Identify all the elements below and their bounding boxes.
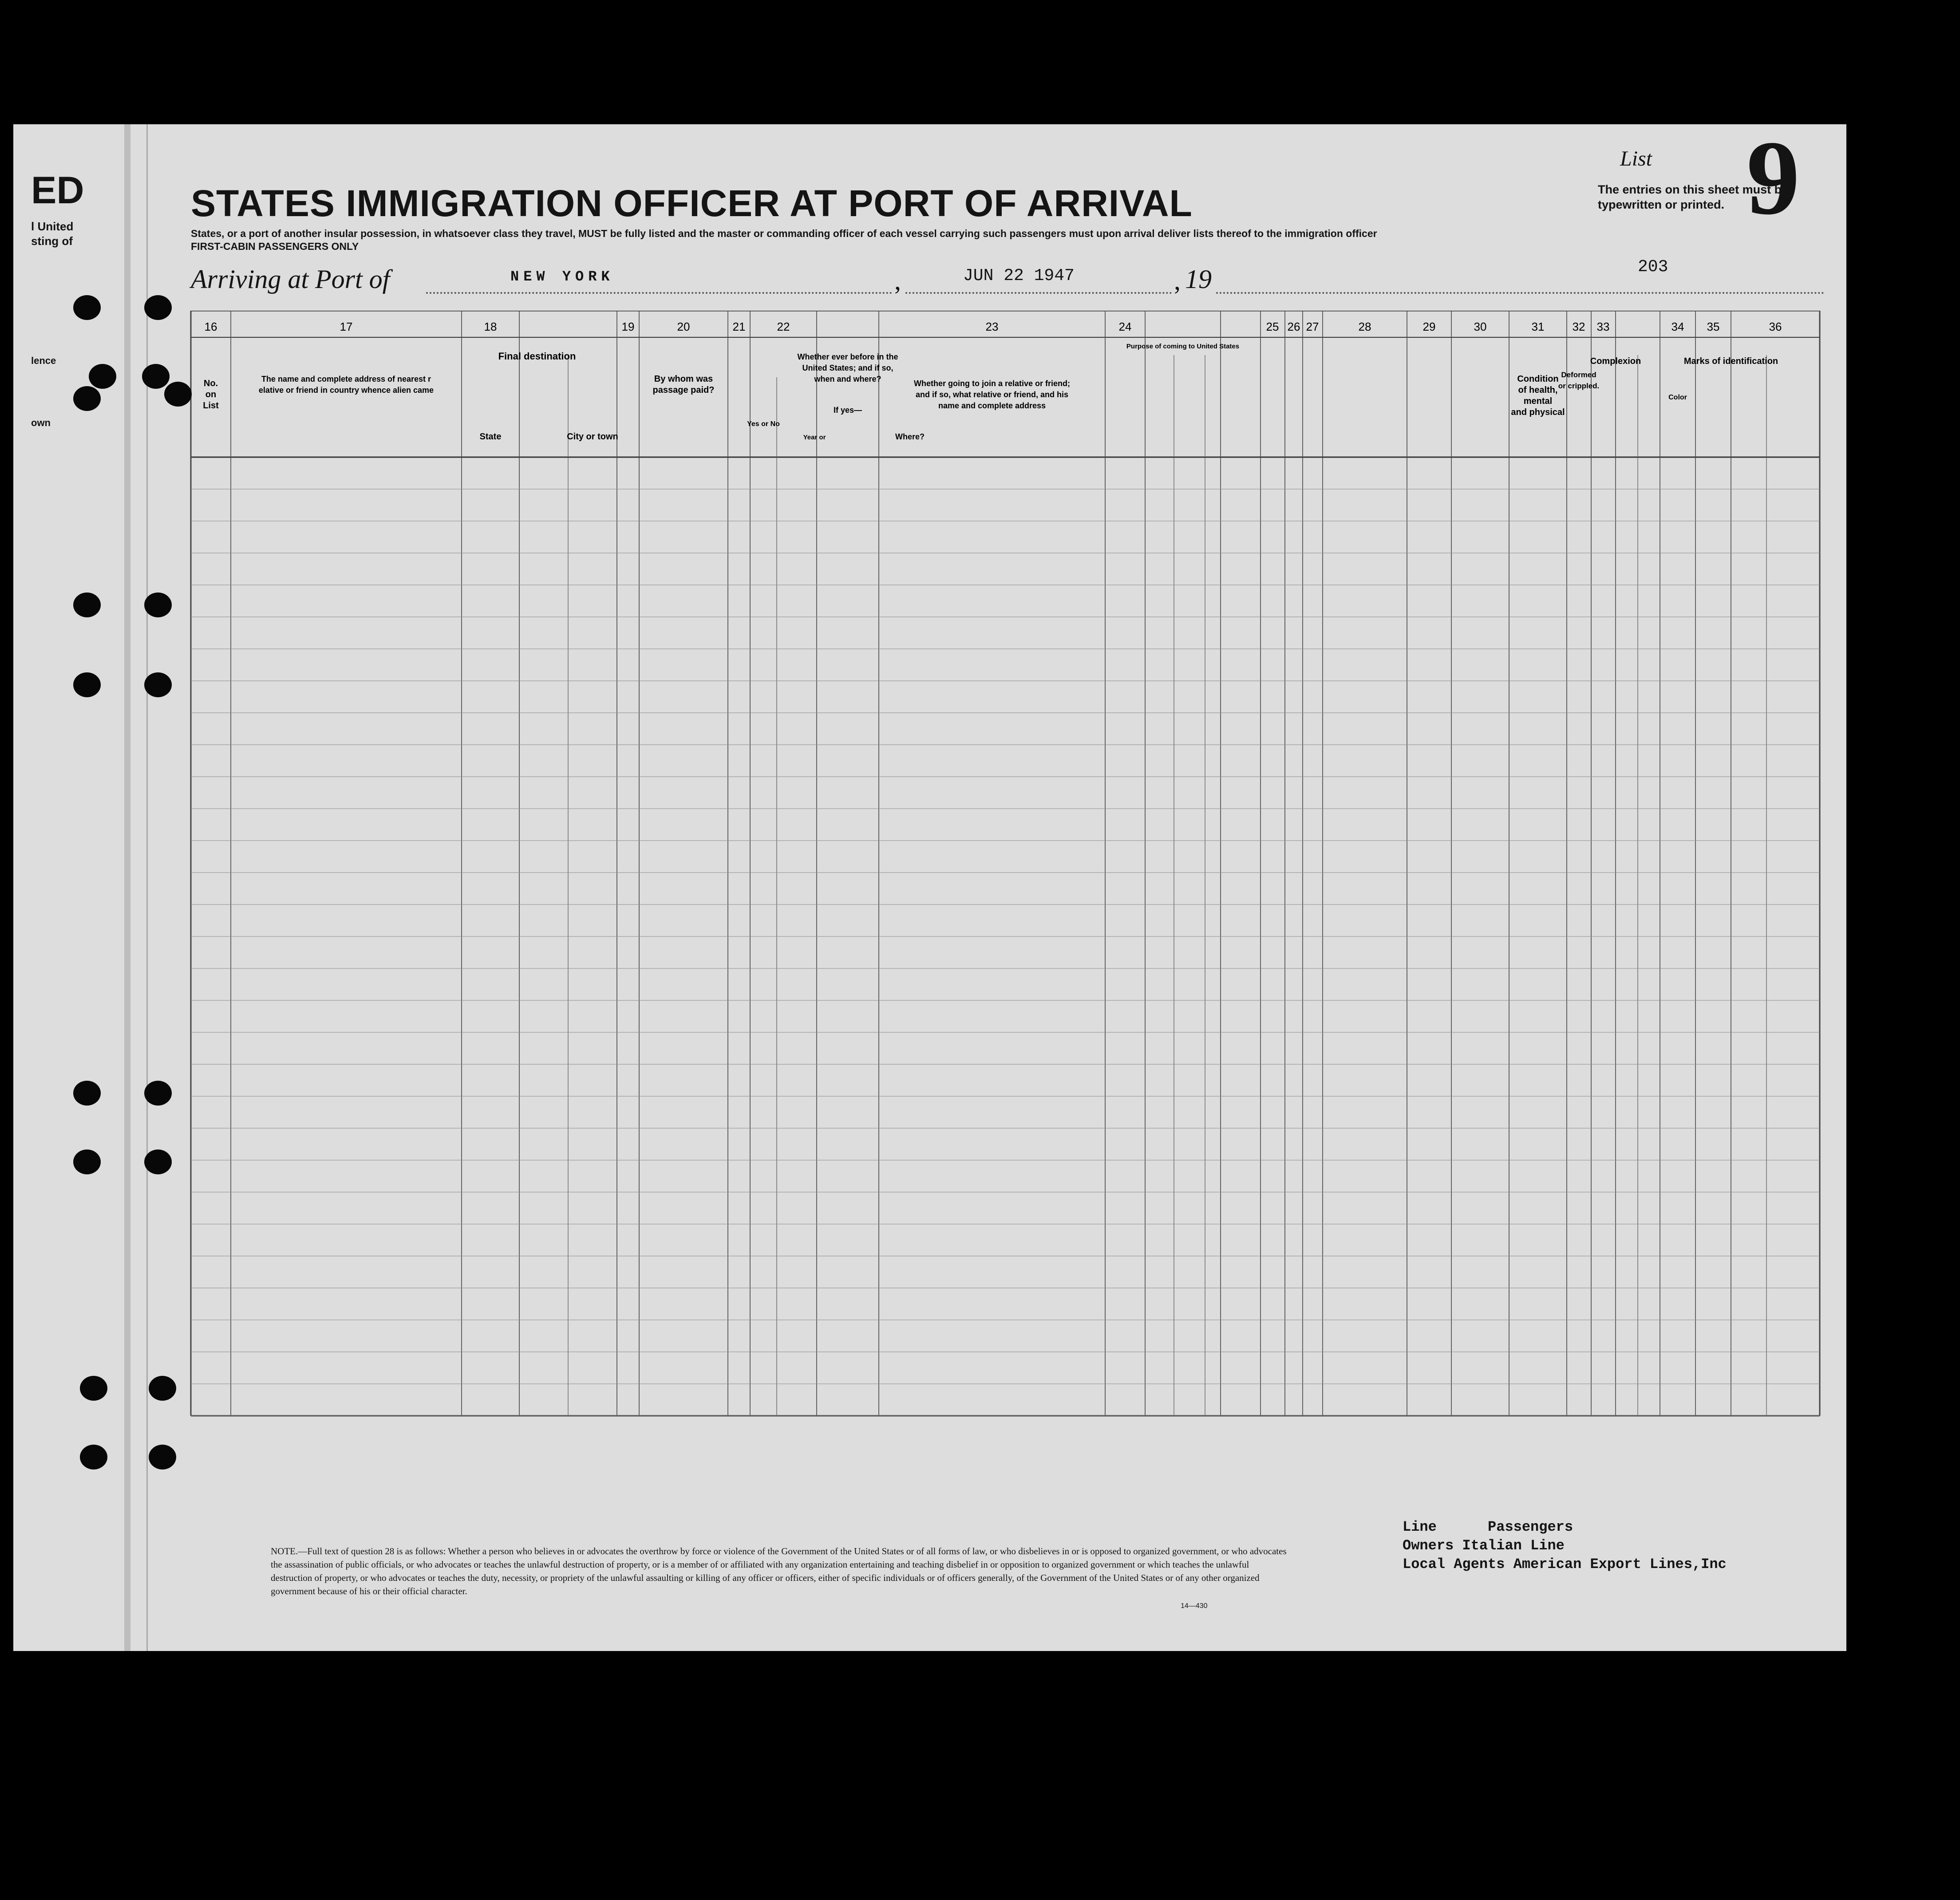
line-info-line: Line Passengers xyxy=(1403,1519,1573,1535)
binder-hole xyxy=(164,382,192,407)
port-dotted-line xyxy=(426,292,892,294)
column-number-21: 21 xyxy=(732,320,746,333)
column-number-24: 24 xyxy=(1118,320,1132,333)
arrival-date: JUN 22 1947 xyxy=(963,266,1075,285)
header-joining-label: Whether going to join a relative or friend; xyxy=(913,379,1071,388)
header-no-label: List xyxy=(203,401,219,411)
binder-hole xyxy=(149,1376,176,1401)
column-number-29: 29 xyxy=(1423,320,1436,333)
header-no-label: on xyxy=(205,390,217,399)
column-number-33: 33 xyxy=(1596,320,1610,333)
column-number-32: 32 xyxy=(1572,320,1585,333)
header-health-label: and physical xyxy=(1511,407,1565,417)
header-state-label: State xyxy=(479,432,502,442)
list-number: 9 xyxy=(1747,124,1800,237)
binder-hole xyxy=(144,1081,172,1106)
header-purpose-label: Purpose of coming to United States xyxy=(1126,343,1240,350)
header-if-yes-label: If yes— xyxy=(833,406,862,415)
binder-hole xyxy=(142,364,170,389)
left-margin-label-1: lence xyxy=(31,355,56,366)
header-city-label: City or town xyxy=(567,432,618,442)
subtitle-class: FIRST-CABIN PASSENGERS ONLY xyxy=(191,241,359,252)
column-number-28: 28 xyxy=(1358,320,1371,333)
binder-hole xyxy=(73,386,101,411)
footnote: NOTE.—Full text of question 28 is as follows: Whether a person who believes in or advocates the overthrow by force or violence of the Government of the United States or of all forms of law, or who disbelieves in or is opposed to organized government, or who advocates the assassination of public officials, or who advocates or teaches the unlawful destruction of property, or is a member of or affiliated with any organization entertaining and teaching disbelief in or opposition to organized government or which teaches the unlawful destruction of property, or who advocates or teaches the duty, necessity, or propriety of the unlawful assaulting or killing of any officer or officers, either of specific individuals or of officers generally, of the Government of the United States or of any other organized government because of his or their official character. xyxy=(271,1546,1287,1596)
header-health-label: mental xyxy=(1523,396,1553,406)
column-number-19: 19 xyxy=(621,320,635,333)
comma-1: , xyxy=(894,266,901,295)
comma-2: , xyxy=(1174,266,1181,295)
header-destination-label: Final destination xyxy=(498,351,576,362)
header-paid-label: By whom was xyxy=(654,374,713,384)
binder-hole xyxy=(144,295,172,320)
page-title: STATES IMMIGRATION OFFICER AT PORT OF ARRIVAL xyxy=(191,182,1193,224)
column-number-27: 27 xyxy=(1306,320,1319,333)
column-number-36: 36 xyxy=(1769,320,1782,333)
header-before-label: United States; and if so, xyxy=(802,363,893,372)
header-complexion-label: Color xyxy=(1668,394,1687,401)
header-before-label: Whether ever before in the xyxy=(797,352,898,361)
column-number-26: 26 xyxy=(1287,320,1300,333)
binder-hole xyxy=(144,593,172,617)
list-label: List xyxy=(1620,147,1652,170)
binder-hole xyxy=(73,295,101,320)
column-number-23: 23 xyxy=(985,320,999,333)
header-health-label: Condition xyxy=(1517,374,1559,384)
binder-hole xyxy=(80,1445,107,1469)
form-number: 14—430 xyxy=(1181,1602,1208,1610)
manifest-grid xyxy=(13,311,1846,1500)
column-number-16: 16 xyxy=(204,320,217,333)
header-yes-no-label: Yes or No xyxy=(747,420,780,428)
year-dotted-line xyxy=(1216,292,1824,294)
port-name: NEW YORK xyxy=(510,269,614,285)
header-year-label: Year or xyxy=(803,434,826,441)
binder-hole xyxy=(73,593,101,617)
binder-hole xyxy=(149,1445,176,1469)
left-page-line-1: l United xyxy=(31,220,74,233)
line-info-owners: Owners Italian Line xyxy=(1403,1537,1565,1554)
header-deformed-label: Deformed xyxy=(1561,371,1596,379)
header-joining-label: name and complete address xyxy=(938,401,1046,410)
binder-hole xyxy=(73,672,101,697)
binder-hole xyxy=(73,1149,101,1174)
header-paid-label: passage paid? xyxy=(652,385,715,395)
header-where-label: Where? xyxy=(895,432,925,441)
binder-hole xyxy=(144,672,172,697)
header-deformed-label: or crippled. xyxy=(1558,382,1600,390)
column-number-34: 34 xyxy=(1671,320,1684,333)
header-relative-label: The name and complete address of nearest r xyxy=(261,375,431,383)
column-number-25: 25 xyxy=(1266,320,1279,333)
header-health-label: of health, xyxy=(1518,385,1558,395)
binder-hole xyxy=(73,1081,101,1106)
binder-hole xyxy=(80,1376,107,1401)
column-number-30: 30 xyxy=(1474,320,1487,333)
column-number-18: 18 xyxy=(484,320,497,333)
line-info-agents: Local Agents American Export Lines,Inc xyxy=(1403,1556,1727,1572)
header-before-label: when and where? xyxy=(814,375,881,383)
arriving-label: Arriving at Port of xyxy=(191,265,390,294)
left-page-line-2: sting of xyxy=(31,234,73,248)
line-info xyxy=(1403,1518,1727,1574)
header-no-label: No. xyxy=(203,379,218,388)
entries-note: The entries on this sheet must be typewritten or printed. xyxy=(1598,183,1789,211)
header-relative-label: elative or friend in country whence alien came xyxy=(258,386,434,395)
header-color-label: Marks of identification xyxy=(1683,356,1778,366)
header-height-label: Complexion xyxy=(1590,356,1641,366)
date-dotted-line xyxy=(905,292,1172,294)
left-margin-label-2: own xyxy=(31,417,51,428)
subtitle-instructions: States, or a port of another insular possession, in whatsoever class they travel, MUST be fully listed and the master or commanding officer of each vessel carrying such passengers must upon arrival deliver lists thereof to the immigration officer xyxy=(191,228,1377,239)
column-number-17: 17 xyxy=(340,320,353,333)
column-number-22: 22 xyxy=(777,320,790,333)
left-page-fragment: ED xyxy=(31,169,84,212)
binder-hole xyxy=(89,364,116,389)
year-prefix: 19 xyxy=(1185,265,1212,294)
column-number-20: 20 xyxy=(677,320,690,333)
stamp-number: 203 xyxy=(1638,257,1668,277)
column-number-31: 31 xyxy=(1531,320,1545,333)
manifest-sheet xyxy=(13,124,1846,1651)
column-number-35: 35 xyxy=(1707,320,1720,333)
header-joining-label: and if so, what relative or friend, and his xyxy=(915,390,1069,399)
binder-hole xyxy=(144,1149,172,1174)
